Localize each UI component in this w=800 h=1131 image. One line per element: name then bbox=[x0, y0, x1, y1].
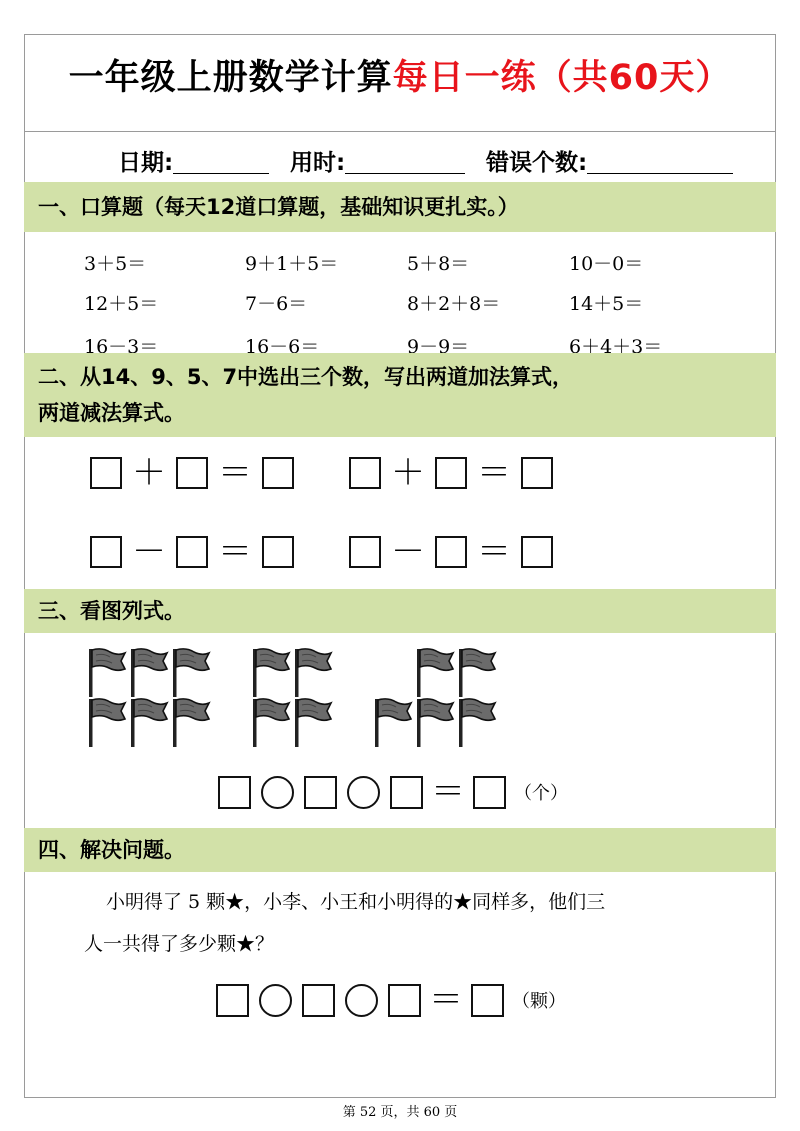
operator-circle[interactable] bbox=[345, 984, 378, 1017]
answer-box[interactable] bbox=[471, 984, 504, 1017]
answer-box[interactable] bbox=[304, 776, 337, 809]
title-divider bbox=[24, 131, 776, 132]
answer-box[interactable] bbox=[90, 457, 122, 489]
addition-equation-2 bbox=[349, 453, 553, 493]
flag-icon bbox=[294, 697, 334, 753]
answer-box[interactable] bbox=[176, 457, 208, 489]
answer-box[interactable] bbox=[435, 536, 467, 568]
plus-sign: ＋ bbox=[132, 453, 166, 493]
problem: 3＋5＝ bbox=[84, 253, 147, 275]
flag-icon bbox=[252, 697, 292, 753]
flag-icon bbox=[88, 647, 128, 703]
minus-sign: － bbox=[132, 532, 166, 572]
picture-equation bbox=[218, 772, 568, 812]
operator-circle[interactable] bbox=[261, 776, 294, 809]
flag-icon bbox=[130, 647, 170, 703]
answer-box[interactable] bbox=[262, 536, 294, 568]
date-blank[interactable] bbox=[173, 149, 269, 174]
flag-icon bbox=[416, 647, 456, 703]
date-label: 日期: bbox=[118, 150, 174, 176]
errors-blank[interactable] bbox=[587, 149, 733, 174]
problem: 5＋8＝ bbox=[407, 253, 470, 275]
problem: 14＋5＝ bbox=[569, 293, 644, 315]
answer-box[interactable] bbox=[176, 536, 208, 568]
answer-box[interactable] bbox=[90, 536, 122, 568]
flag-icon bbox=[458, 697, 498, 753]
addition-equation-1 bbox=[90, 453, 294, 493]
minus-sign: － bbox=[391, 532, 425, 572]
flag-icon bbox=[416, 697, 456, 753]
unit-label: （个） bbox=[514, 783, 568, 804]
answer-box[interactable] bbox=[262, 457, 294, 489]
time-label: 用时: bbox=[290, 150, 346, 176]
problem: 6＋4＋3＝ bbox=[569, 336, 663, 353]
answer-box[interactable] bbox=[390, 776, 423, 809]
info-row bbox=[24, 140, 776, 180]
section2-heading bbox=[24, 353, 776, 437]
problem: 12＋5＝ bbox=[84, 293, 159, 315]
plus-sign: ＋ bbox=[391, 453, 425, 493]
errors-label: 错误个数: bbox=[486, 150, 588, 176]
word-problem-equation bbox=[216, 980, 566, 1020]
answer-box[interactable] bbox=[388, 984, 421, 1017]
problem: 16－3＝ bbox=[84, 336, 159, 353]
page-title bbox=[24, 50, 776, 100]
time-blank[interactable] bbox=[345, 149, 465, 174]
equals-sign: ＝ bbox=[218, 532, 252, 572]
section4-heading: 四、解决问题。 bbox=[24, 828, 776, 872]
section3-heading: 三、看图列式。 bbox=[24, 589, 776, 633]
section1-problems bbox=[24, 233, 776, 353]
problem: 16－6＝ bbox=[245, 336, 320, 353]
problem: 8＋2＋8＝ bbox=[407, 293, 501, 315]
flag-icon bbox=[172, 697, 212, 753]
section1-heading: 一、口算题（每天12道口算题，基础知识更扎实。） bbox=[24, 182, 776, 232]
answer-box[interactable] bbox=[521, 536, 553, 568]
section2-heading-line2: 两道减法算式。 bbox=[38, 401, 185, 425]
equals-sign: ＝ bbox=[218, 453, 252, 493]
answer-box[interactable] bbox=[473, 776, 506, 809]
subtraction-equation-1 bbox=[90, 532, 294, 572]
subtraction-equation-2 bbox=[349, 532, 553, 572]
flag-icon bbox=[252, 647, 292, 703]
flag-icon bbox=[294, 647, 334, 703]
problem: 9＋1＋5＝ bbox=[245, 253, 339, 275]
word-problem-line2: 人一共得了多少颗★？ bbox=[84, 933, 275, 955]
operator-circle[interactable] bbox=[347, 776, 380, 809]
flag-icon bbox=[130, 697, 170, 753]
equals-sign: ＝ bbox=[431, 772, 465, 812]
flag-icon bbox=[458, 647, 498, 703]
flag-icon bbox=[88, 697, 128, 753]
word-problem-line1: 小明得了 5 颗★，小李、小王和小明得的★同样多，他们三 bbox=[106, 891, 606, 913]
operator-circle[interactable] bbox=[259, 984, 292, 1017]
page-footer: 第 52 页，共 60 页 bbox=[342, 1105, 458, 1120]
answer-box[interactable] bbox=[218, 776, 251, 809]
problem: 7－6＝ bbox=[245, 293, 308, 315]
answer-box[interactable] bbox=[349, 536, 381, 568]
problem: 10－0＝ bbox=[569, 253, 644, 275]
title-black-part: 一年级上册数学计算 bbox=[68, 58, 393, 98]
answer-box[interactable] bbox=[521, 457, 553, 489]
errors-field[interactable] bbox=[486, 144, 733, 177]
time-field[interactable] bbox=[290, 144, 465, 177]
unit-label: （颗） bbox=[512, 991, 566, 1012]
problem: 9－9＝ bbox=[407, 336, 470, 353]
answer-box[interactable] bbox=[216, 984, 249, 1017]
date-field[interactable] bbox=[118, 144, 269, 177]
title-red-part: 每日一练（共60天） bbox=[392, 58, 732, 98]
section2-heading-line1: 二、从14、9、5、7中选出三个数，写出两道加法算式， bbox=[38, 365, 574, 389]
flag-icon bbox=[172, 647, 212, 703]
flag-icon bbox=[374, 697, 414, 753]
equals-sign: ＝ bbox=[477, 453, 511, 493]
answer-box[interactable] bbox=[302, 984, 335, 1017]
equals-sign: ＝ bbox=[429, 980, 463, 1020]
answer-box[interactable] bbox=[349, 457, 381, 489]
equals-sign: ＝ bbox=[477, 532, 511, 572]
answer-box[interactable] bbox=[435, 457, 467, 489]
